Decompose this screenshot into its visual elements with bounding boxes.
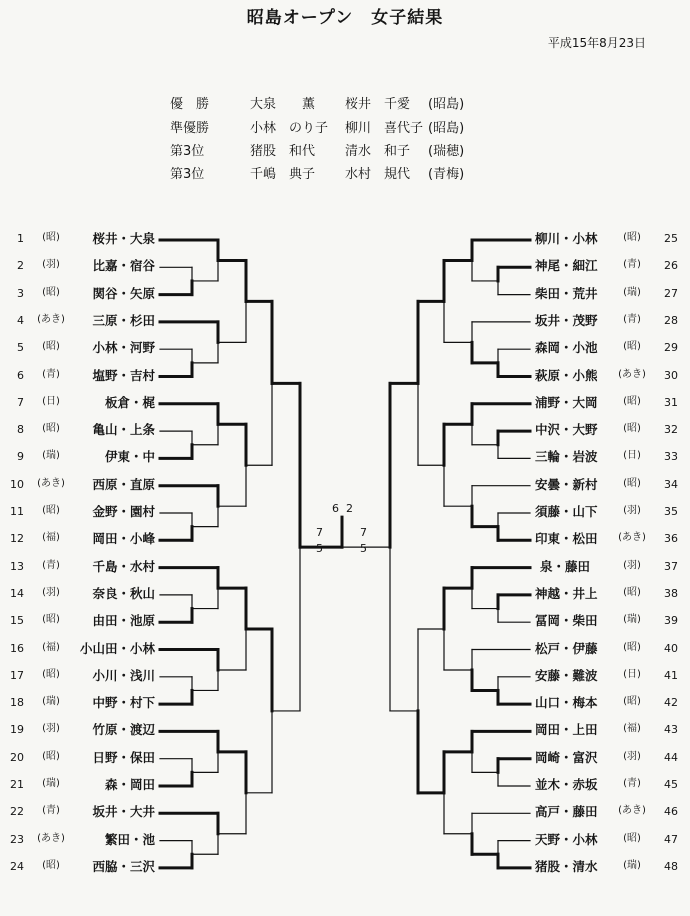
entry-name: 岡崎・富沢 [535, 749, 598, 765]
entry-number: 35 [664, 505, 678, 518]
entry-name: 塩野・吉村 [92, 367, 155, 383]
entry-affiliation: (羽) [623, 505, 641, 516]
entry-number: 1 [17, 232, 24, 245]
score-label: 5 [360, 542, 367, 556]
entry-affiliation: (羽) [42, 723, 60, 735]
entry-number: 15 [10, 614, 24, 628]
entry-name: 泉・藤田 [539, 558, 590, 574]
result-club: (昭島) [428, 97, 465, 112]
entry-affiliation: (あき) [37, 832, 65, 844]
entry-affiliation: (昭) [623, 395, 641, 407]
entry-number: 5 [17, 341, 24, 355]
entry-number: 22 [10, 805, 24, 819]
entry-name: 中野・村下 [92, 695, 155, 711]
entry-affiliation: (瑞) [623, 859, 641, 871]
entry-number: 12 [10, 532, 24, 546]
result-club: (青梅) [428, 167, 465, 182]
entry-number: 45 [664, 778, 678, 791]
entry-name: 神越・井上 [535, 585, 598, 601]
entry-number: 14 [10, 586, 24, 600]
entry-affiliation: (あき) [37, 313, 65, 325]
entry-name: 桜井・大泉 [92, 231, 155, 246]
entry-affiliation: (瑞) [623, 286, 641, 298]
result-rank: 第3位 [170, 144, 205, 159]
entry-name: 須藤・山下 [535, 504, 598, 519]
score-label: 7 [360, 526, 367, 540]
entry-name: 松戸・伊藤 [535, 640, 598, 656]
entry-number: 41 [664, 668, 678, 682]
entry-affiliation: (羽) [623, 750, 641, 762]
entry-number: 16 [10, 641, 24, 655]
entry-name: 日野・保田 [92, 749, 155, 765]
entry-number: 36 [664, 532, 678, 546]
entry-number: 38 [664, 586, 678, 600]
result-rank: 優 勝 [170, 97, 210, 112]
entry-name: 奈良・秋山 [92, 585, 155, 601]
entry-affiliation: (瑞) [42, 450, 60, 462]
entry-number: 46 [664, 805, 678, 819]
entry-name: 竹原・渡辺 [92, 722, 155, 738]
entry-number: 25 [664, 232, 678, 245]
entry-affiliation: (昭) [42, 614, 60, 626]
entry-affiliation: (瑞) [42, 696, 60, 708]
result-club: (瑞穂) [428, 144, 465, 159]
entry-number: 7 [17, 395, 24, 409]
entry-name: 小林・河野 [92, 340, 155, 356]
entry-affiliation: (昭) [623, 586, 641, 598]
entry-affiliation: (日) [623, 668, 641, 680]
entry-affiliation: (昭) [623, 641, 641, 653]
entry-affiliation: (昭) [42, 232, 60, 243]
result-pair2: 桜井 千愛 [345, 97, 411, 112]
score-label: 5 [316, 542, 323, 556]
page-title: 昭島オープン 女子結果 [246, 8, 444, 28]
result-pair1: 大泉 薫 [250, 97, 316, 112]
entry-number: 31 [664, 395, 678, 409]
entry-affiliation: (あき) [618, 805, 646, 817]
entry-name: 金野・園村 [92, 504, 155, 519]
entry-name: 並木・赤坂 [535, 777, 598, 792]
entry-number: 48 [664, 859, 678, 873]
entry-affiliation: (羽) [42, 586, 60, 598]
entry-name: 繁田・池 [104, 831, 155, 847]
entry-name: 岡田・上田 [535, 722, 598, 738]
entry-name: 三原・杉田 [92, 312, 155, 328]
entry-affiliation: (昭) [623, 696, 641, 708]
entry-number: 37 [664, 559, 678, 573]
entry-number: 8 [17, 423, 24, 437]
entry-affiliation: (昭) [42, 505, 60, 516]
entry-name: 柳川・小林 [535, 231, 598, 246]
entry-affiliation: (青) [623, 313, 641, 325]
entry-number: 11 [10, 505, 24, 518]
entry-number: 13 [10, 559, 24, 573]
entry-number: 30 [664, 368, 678, 382]
entry-affiliation: (昭) [42, 286, 60, 298]
entry-name: 猪股・清水 [535, 858, 598, 874]
entry-number: 9 [17, 450, 24, 464]
entry-name: 萩原・小熊 [535, 367, 598, 383]
entry-number: 43 [664, 723, 678, 737]
entry-name: 浦野・大岡 [535, 394, 598, 410]
entry-name: 関谷・矢原 [92, 285, 155, 301]
entry-number: 47 [664, 832, 678, 846]
entry-number: 39 [664, 614, 678, 628]
score-label: 7 [316, 526, 323, 540]
entry-number: 29 [664, 341, 678, 355]
entry-number: 2 [17, 259, 24, 273]
entry-number: 3 [17, 286, 24, 300]
entry-name: 坂井・大井 [92, 804, 155, 820]
entry-affiliation: (瑞) [42, 778, 60, 789]
entry-number: 34 [664, 477, 678, 491]
entry-affiliation: (日) [623, 450, 641, 462]
entry-number: 44 [664, 750, 678, 764]
entry-number: 27 [664, 286, 678, 300]
entry-affiliation: (青) [623, 259, 641, 271]
entry-affiliation: (昭) [42, 341, 60, 353]
entry-name: 高戸・藤田 [535, 804, 598, 820]
entry-name: 山口・梅本 [535, 695, 598, 711]
entry-name: 千島・水村 [92, 558, 155, 574]
entry-number: 26 [664, 259, 678, 273]
entry-name: 由田・池原 [92, 613, 155, 629]
entry-name: 岡田・小峰 [92, 531, 155, 547]
entry-name: 中沢・大野 [535, 422, 598, 438]
entry-affiliation: (昭) [623, 341, 641, 353]
entry-name: 坂井・茂野 [535, 312, 598, 328]
entry-number: 6 [17, 368, 24, 382]
entry-name: 冨岡・柴田 [535, 613, 598, 629]
entry-number: 10 [10, 477, 24, 491]
entry-affiliation: (昭) [623, 423, 641, 435]
event-date: 平成15年8月23日 [547, 36, 646, 50]
entry-name: 西原・直原 [92, 476, 155, 492]
entry-number: 20 [10, 750, 24, 764]
entry-name: 三輪・岩波 [535, 449, 598, 465]
entry-affiliation: (あき) [618, 368, 646, 380]
entry-number: 17 [10, 668, 24, 682]
entry-name: 印東・松田 [535, 531, 598, 547]
result-club: (昭島) [428, 121, 465, 136]
result-pair1: 小林 のり子 [250, 121, 329, 136]
entry-affiliation: (瑞) [623, 614, 641, 626]
entry-affiliation: (あき) [618, 532, 646, 544]
entry-affiliation: (昭) [42, 423, 60, 435]
entry-number: 4 [17, 313, 24, 327]
entry-affiliation: (昭) [623, 477, 641, 489]
entry-name: 神尾・細江 [535, 258, 598, 274]
entry-affiliation: (羽) [42, 259, 60, 271]
entry-name: 柴田・荒井 [535, 285, 598, 301]
result-pair1: 猪股 和代 [250, 144, 316, 159]
entry-number: 32 [664, 423, 678, 437]
entry-number: 23 [10, 832, 24, 846]
entry-name: 比嘉・宿谷 [92, 258, 155, 274]
entry-name: 小山田・小林 [79, 640, 155, 656]
score-label: 6 [332, 502, 339, 516]
result-rank: 準優勝 [170, 121, 210, 136]
result-pair1: 千嶋 典子 [250, 167, 316, 182]
entry-affiliation: (昭) [42, 668, 60, 680]
entry-number: 42 [664, 696, 678, 710]
entry-name: 西脇・三沢 [92, 858, 155, 874]
entry-number: 33 [664, 450, 678, 464]
entry-name: 安藤・難波 [535, 667, 598, 683]
result-pair2: 水村 規代 [345, 167, 411, 182]
entry-number: 28 [664, 313, 678, 327]
entry-number: 19 [10, 723, 24, 737]
entry-affiliation: (青) [42, 368, 60, 380]
entry-name: 天野・小林 [535, 831, 598, 847]
entry-name: 板倉・梶 [104, 394, 155, 410]
entry-affiliation: (青) [623, 778, 641, 789]
entry-affiliation: (福) [623, 723, 641, 735]
entry-affiliation: (羽) [623, 559, 641, 571]
result-rank: 第3位 [170, 167, 205, 182]
entry-affiliation: (昭) [623, 232, 641, 243]
result-pair2: 清水 和子 [345, 144, 411, 159]
entry-affiliation: (青) [42, 559, 60, 571]
entry-name: 伊東・中 [104, 449, 155, 465]
entry-affiliation: (昭) [42, 750, 60, 762]
entry-affiliation: (昭) [623, 832, 641, 844]
entry-name: 森・岡田 [104, 777, 155, 792]
entry-affiliation: (福) [42, 532, 60, 544]
entry-affiliation: (福) [42, 641, 60, 653]
entry-name: 森岡・小池 [535, 340, 598, 356]
entry-affiliation: (昭) [42, 859, 60, 871]
entry-affiliation: (日) [42, 395, 60, 407]
entry-number: 40 [664, 641, 678, 655]
entry-name: 小川・浅川 [92, 667, 155, 683]
entry-number: 18 [10, 696, 24, 710]
entry-name: 亀山・上条 [92, 422, 155, 438]
entry-name: 安曇・新村 [535, 476, 598, 492]
entry-number: 21 [10, 778, 24, 791]
entry-affiliation: (あき) [37, 477, 65, 489]
score-label: 2 [346, 502, 353, 516]
result-pair2: 柳川 喜代子 [345, 121, 424, 136]
entry-number: 24 [10, 859, 24, 873]
entry-affiliation: (青) [42, 805, 60, 817]
